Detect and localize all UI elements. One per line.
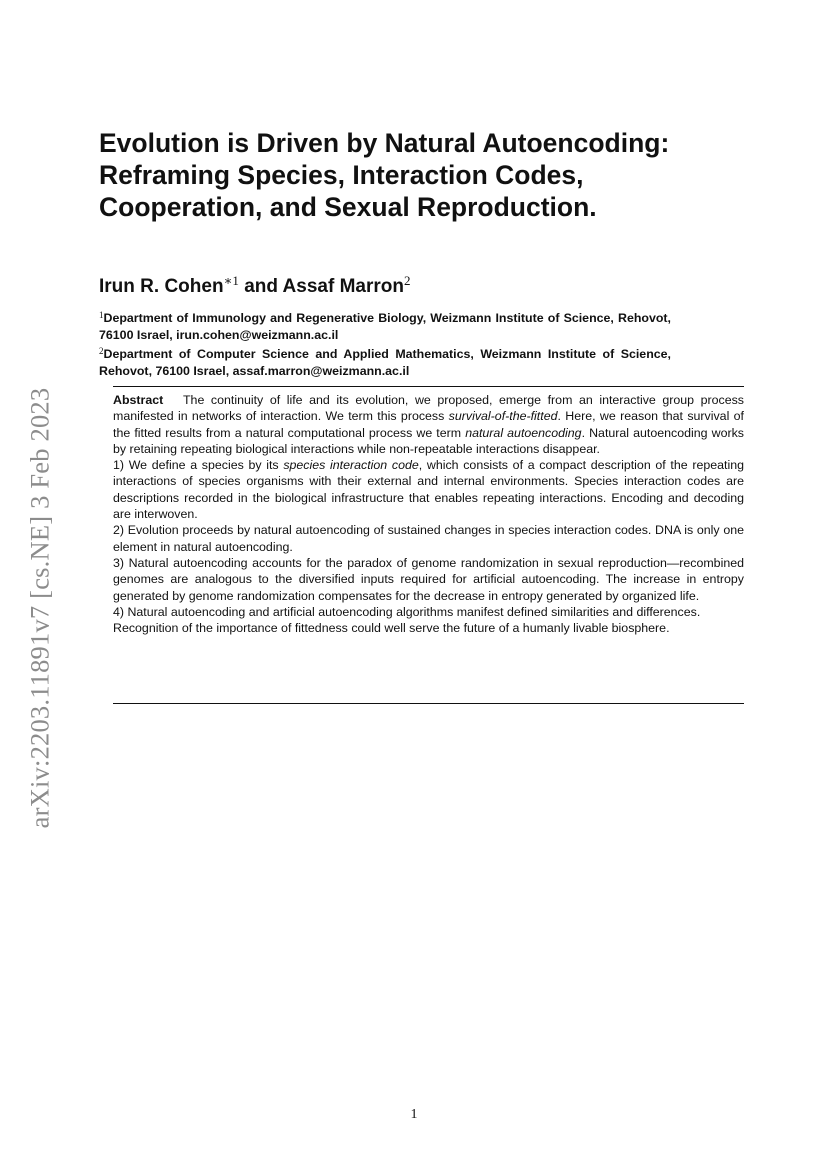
abstract-term-natural-autoencoding: natural autoencoding xyxy=(465,425,582,440)
abstract-term-survival-of-the-fitted: survival-of-the-fitted xyxy=(448,409,558,424)
author-cohen: Irun R. Cohen xyxy=(99,276,224,297)
author-marron-mark: 2 xyxy=(403,273,411,288)
abstract-paragraph-1 xyxy=(113,392,744,457)
author-conjunction: and xyxy=(244,276,278,297)
affiliation-1-mark: 1 xyxy=(99,310,104,320)
affiliation-1 xyxy=(99,307,671,343)
abstract-paragraph-4: 3) Natural autoencoding accounts for the paradox of genome randomization in sexual reproduction—recombined genomes are analogous to the diversified inputs required for artificial autoencoding. The increase in entropy generated by genome randomization compensates for the decrease in entropy generated by organized life. xyxy=(113,555,744,603)
paper-title: Evolution is Driven by Natural Autoencoding: Reframing Species, Interaction Codes, Cooperation, and Sexual Reproduction. xyxy=(99,128,670,222)
abstract-term-species-interaction-code: species interaction code xyxy=(283,458,419,473)
abstract-paragraph-5: 4) Natural autoencoding and artificial autoencoding algorithms manifest defined similarities and differences. xyxy=(113,604,701,619)
affiliations xyxy=(99,307,671,379)
abstract-top-rule xyxy=(113,386,744,387)
affiliation-2 xyxy=(99,343,671,379)
affiliation-2-mark: 2 xyxy=(99,346,104,356)
abstract-bottom-rule xyxy=(113,703,744,704)
abstract-p1-text-a: The continuity of life and its evolution, we proposed, emerge from an interactive group process manifested in networks of interaction. We term this process xyxy=(113,393,745,424)
abstract-paragraph-3: 2) Evolution proceeds by natural autoencoding of sustained changes in species interaction codes. DNA is only one element in natural autoencoding. xyxy=(113,523,744,554)
abstract-block xyxy=(113,392,744,636)
affiliation-2-text: Department of Computer Science and Applied Mathematics, Weizmann Institute of Science, Rehovot, 76100 Israel, assaf.marron@weizmann.ac.il xyxy=(99,347,671,378)
abstract-p2-text-c: , which consists of a compact description of the repeating interactions of species organisms with their external and internal environments. Species interaction codes are descriptions recorded in the biological infrastructure that enables repeating interactions. Encoding and decoding are interwoven. xyxy=(113,458,744,522)
arxiv-identifier-stamp: arXiv:2203.11891v7 [cs.NE] 3 Feb 2023 xyxy=(24,387,55,829)
abstract-paragraph-2 xyxy=(113,457,744,522)
abstract-p1-text-c: . Here, we reason that survival of the fitted results from a natural computational process we term xyxy=(113,409,745,440)
abstract-p1-text-e: . Natural autoencoding works by retaining repeating biological interactions while non-repeatable interactions disappear. xyxy=(113,425,744,456)
abstract-heading: Abstract xyxy=(113,393,164,407)
author-cohen-mark: ∗1 xyxy=(223,273,239,288)
abstract-paragraph-6: Recognition of the importance of fittedness could well serve the future of a humanly livable biosphere. xyxy=(113,621,670,636)
abstract-p2-text-a: 1) We define a species by its xyxy=(113,458,284,473)
author-line xyxy=(99,268,410,300)
author-marron: Assaf Marron xyxy=(282,276,404,297)
affiliation-1-text: Department of Immunology and Regenerative Biology, Weizmann Institute of Science, Rehovot, 76100 Israel, irun.cohen@weizmann.ac.il xyxy=(99,311,671,342)
page-number: 1 xyxy=(410,1107,418,1122)
